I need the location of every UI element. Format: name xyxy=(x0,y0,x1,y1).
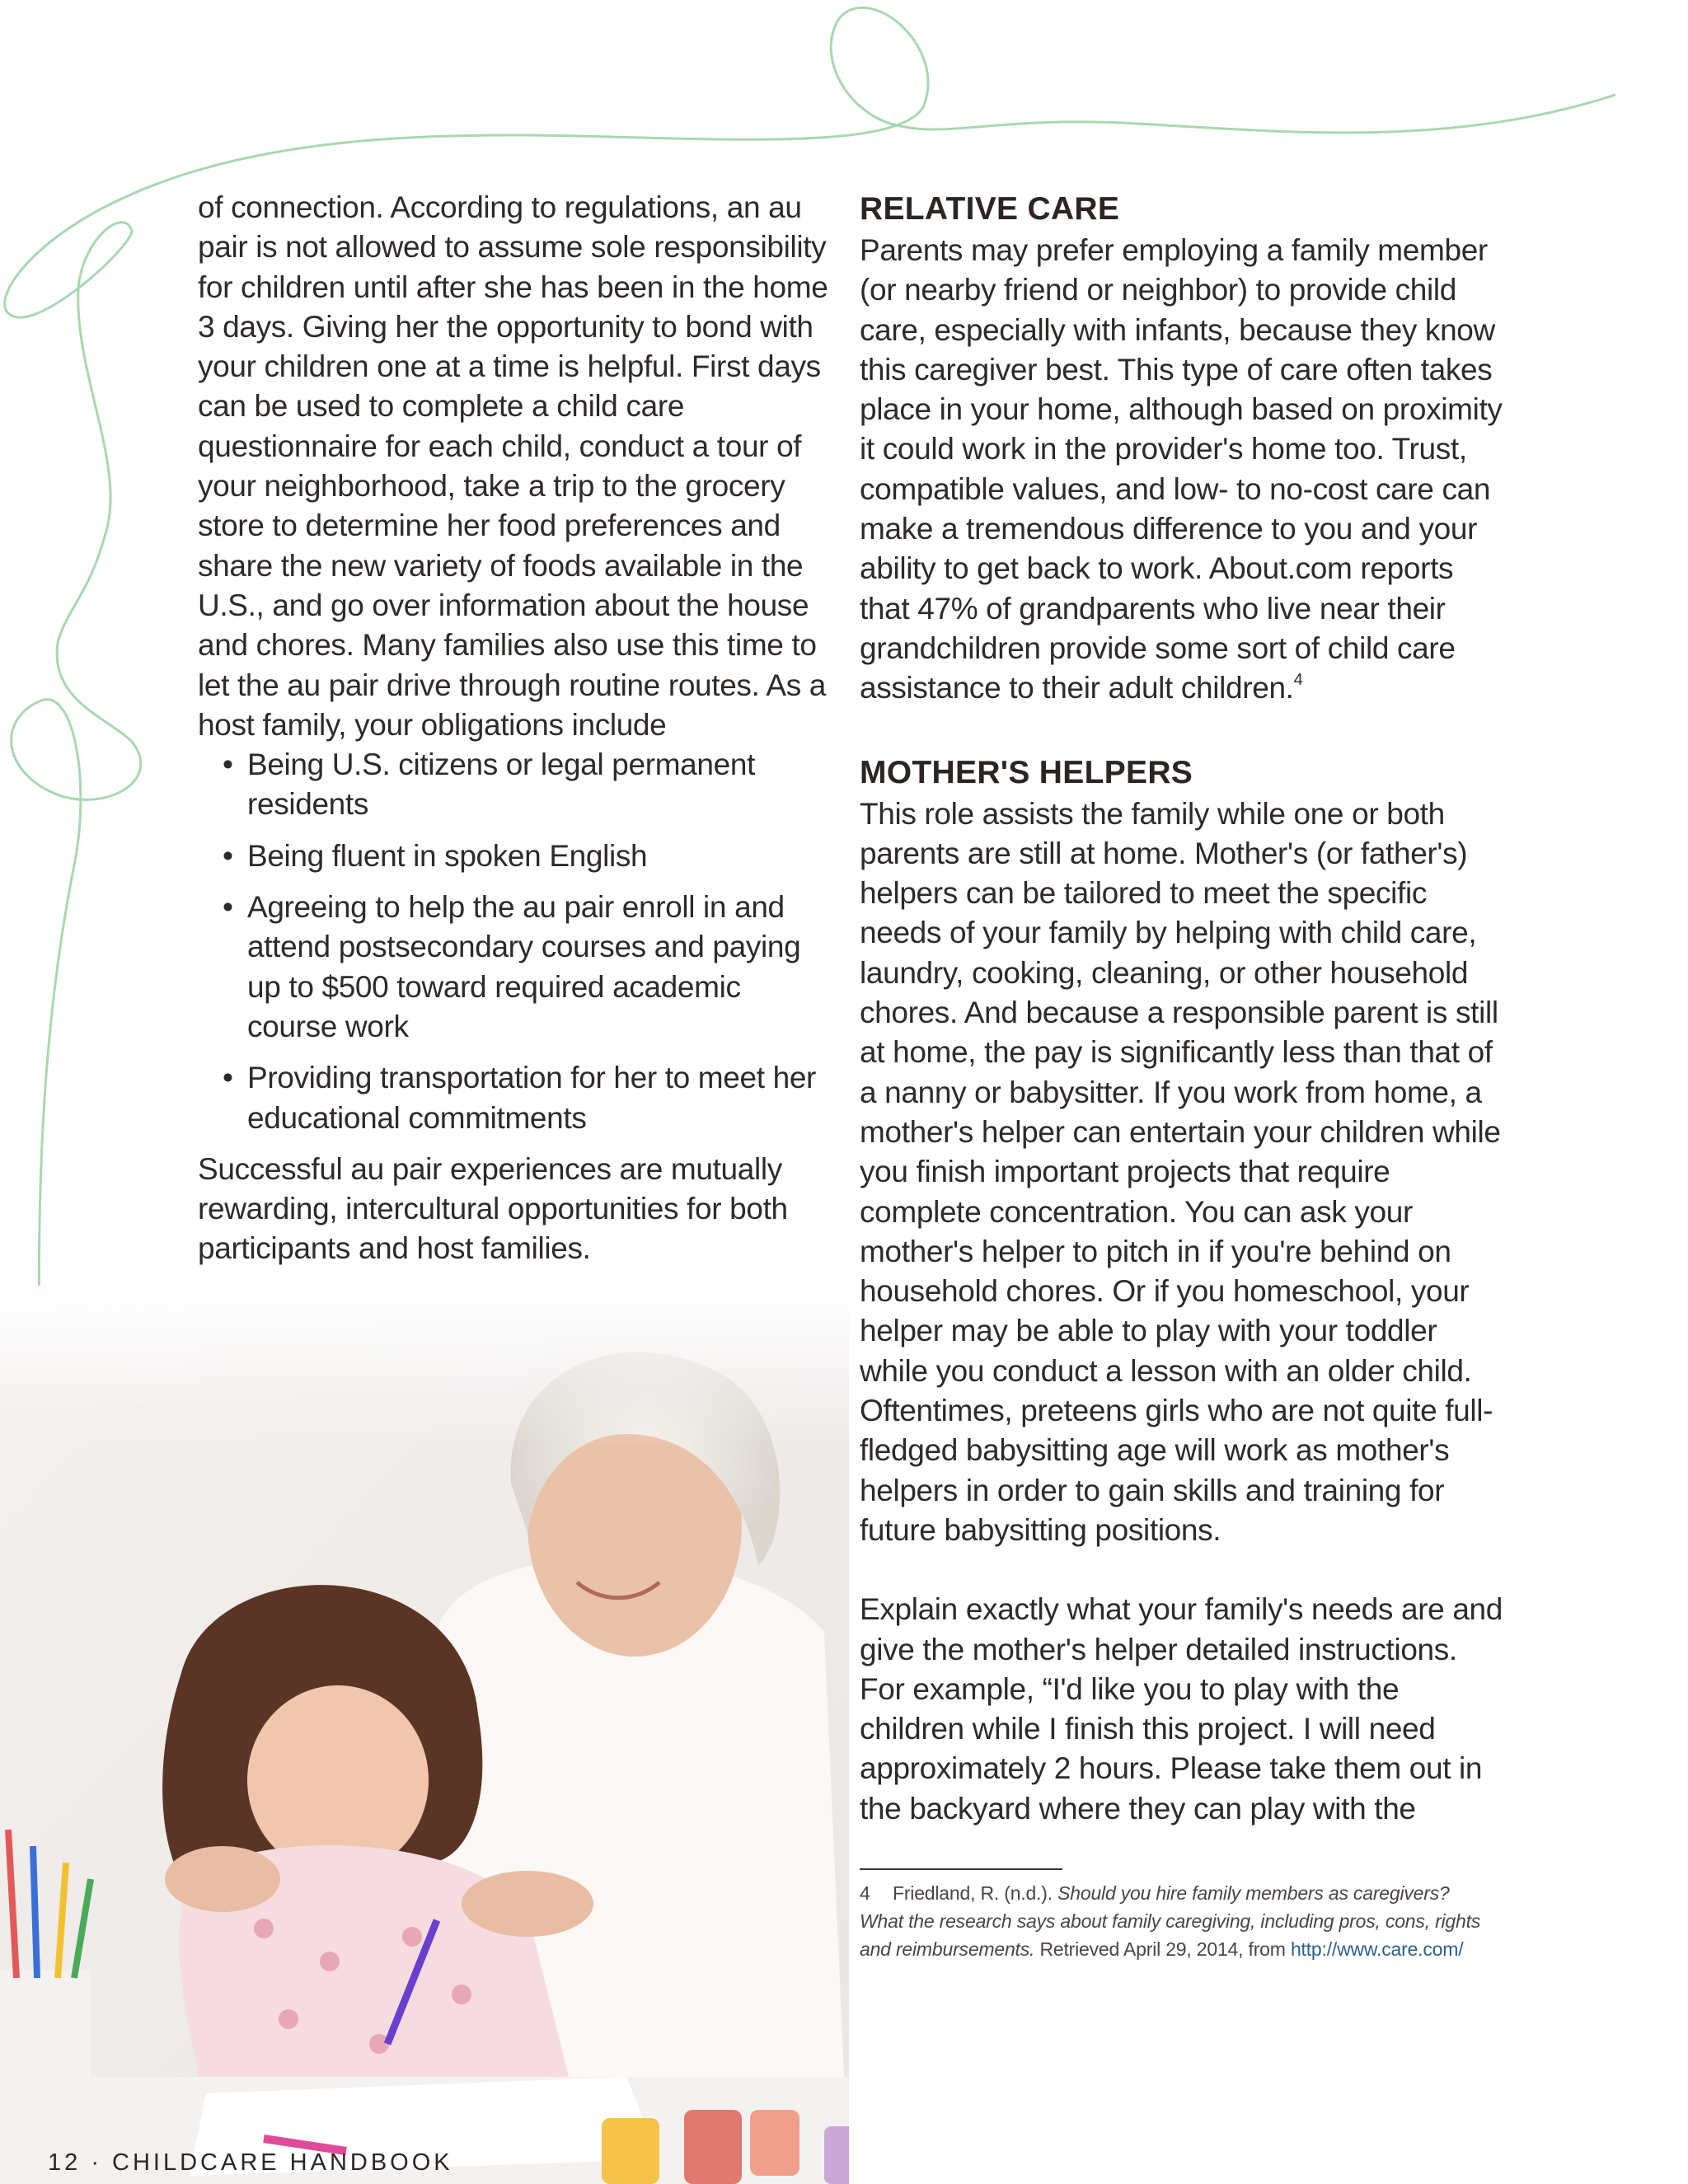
au-pair-intro-paragraph: of connection. According to regulations, an au pair is not allowed to assume sole responsibility for children until after she has been in the home 3 days. Giving her the opportunity to bond with your children one at a time is helpful. First days can be used to complete a child care questionnaire for each child, conduct a tour of your neighborhood, take a trip to the grocery store to determine her food preferences and share the new variety of foods available in the U.S., and go over information about the house and chores. Many families also use this time to let the au pair drive through routine routes. As a host family, your obligations include xyxy=(198,190,828,742)
relative-care-paragraph xyxy=(860,231,1503,709)
left-column xyxy=(198,188,832,1269)
au-pair-closing-paragraph: Successful au pair experiences are mutually rewarding, intercultural opportunities for both participants and host families. xyxy=(198,1151,788,1266)
footnote-number: 4 xyxy=(860,1882,870,1904)
footnote-divider xyxy=(860,1868,1062,1870)
list-item: • Providing transportation for her to meet her educational commitments xyxy=(247,1058,832,1138)
footnote-retrieved: Retrieved April 29, 2014, from xyxy=(1039,1938,1286,1960)
mothers-helpers-heading: MOTHER'S HELPERS xyxy=(860,754,1193,790)
footnote-title: Should you hire family members as caregivers? What the research says about family caregiving, including pros, cons, rights and reimbursements. xyxy=(860,1882,1481,1960)
grandmother-and-girl-photo xyxy=(0,1286,849,2184)
footnote xyxy=(860,1879,1494,1963)
host-family-obligations-list xyxy=(198,745,832,1138)
relative-care-text: Parents may prefer employing a family member (or nearby friend or neighbor) to provide child care, especially with infants, because they know this caregiver best. This type of care often takes place in your home, although based on proximity it could work in the provider's home too. Trust, compatible values, and low- to no-cost care can make a tremendous difference to you and your ability to get back to work. About.com reports that 47% of grandparents who live near their grandchildren provide some sort of child care assistance to their adult children. xyxy=(860,233,1503,705)
footnote-link[interactable]: http://www.care.com/ xyxy=(1290,1938,1464,1960)
list-item: • Being fluent in spoken English xyxy=(247,837,832,876)
footnote-reference[interactable]: 4 xyxy=(1293,671,1303,690)
page-footer: 12 · CHILDCARE HANDBOOK xyxy=(48,2149,453,2176)
list-item: • Agreeing to help the au pair enroll in and attend postsecondary courses and paying up to $500 toward required academic course work xyxy=(247,888,832,1047)
list-item: • Being U.S. citizens or legal permanent residents xyxy=(247,745,832,825)
relative-care-heading: RELATIVE CARE xyxy=(860,191,1120,227)
mothers-helpers-instructions-paragraph: Explain exactly what your family's needs are and give the mother's helper detailed instructions. For example, “I'd like you to play with the children while I finish this project. I will need approximately 2 hours. Please take them out in the backyard where they can play with the xyxy=(860,1592,1503,1825)
mothers-helpers-paragraph: This role assists the family while one or both parents are still at home. Mother's (or father's) helpers can be tailored to meet the specific needs of your family by helping with child care, laundry, cooking, cleaning, or other household chores. And because a responsible parent is still at home, the pay is significantly less than that of a nanny or babysitter. If you work from home, a mother's helper can entertain your children while you finish important projects that require complete concentration. You can ask your mother's helper to pitch in if you're behind on household chores. Or if you homeschool, your helper may be able to play with your toddler while you conduct a lesson with an older child. Oftentimes, preteens girls who are not quite full-fledged babysitting age will work as mother's helpers in order to gain skills and training for future babysitting positions. xyxy=(860,796,1501,1547)
footnote-author: Friedland, R. (n.d.). xyxy=(893,1882,1053,1904)
right-column xyxy=(860,188,1503,1829)
